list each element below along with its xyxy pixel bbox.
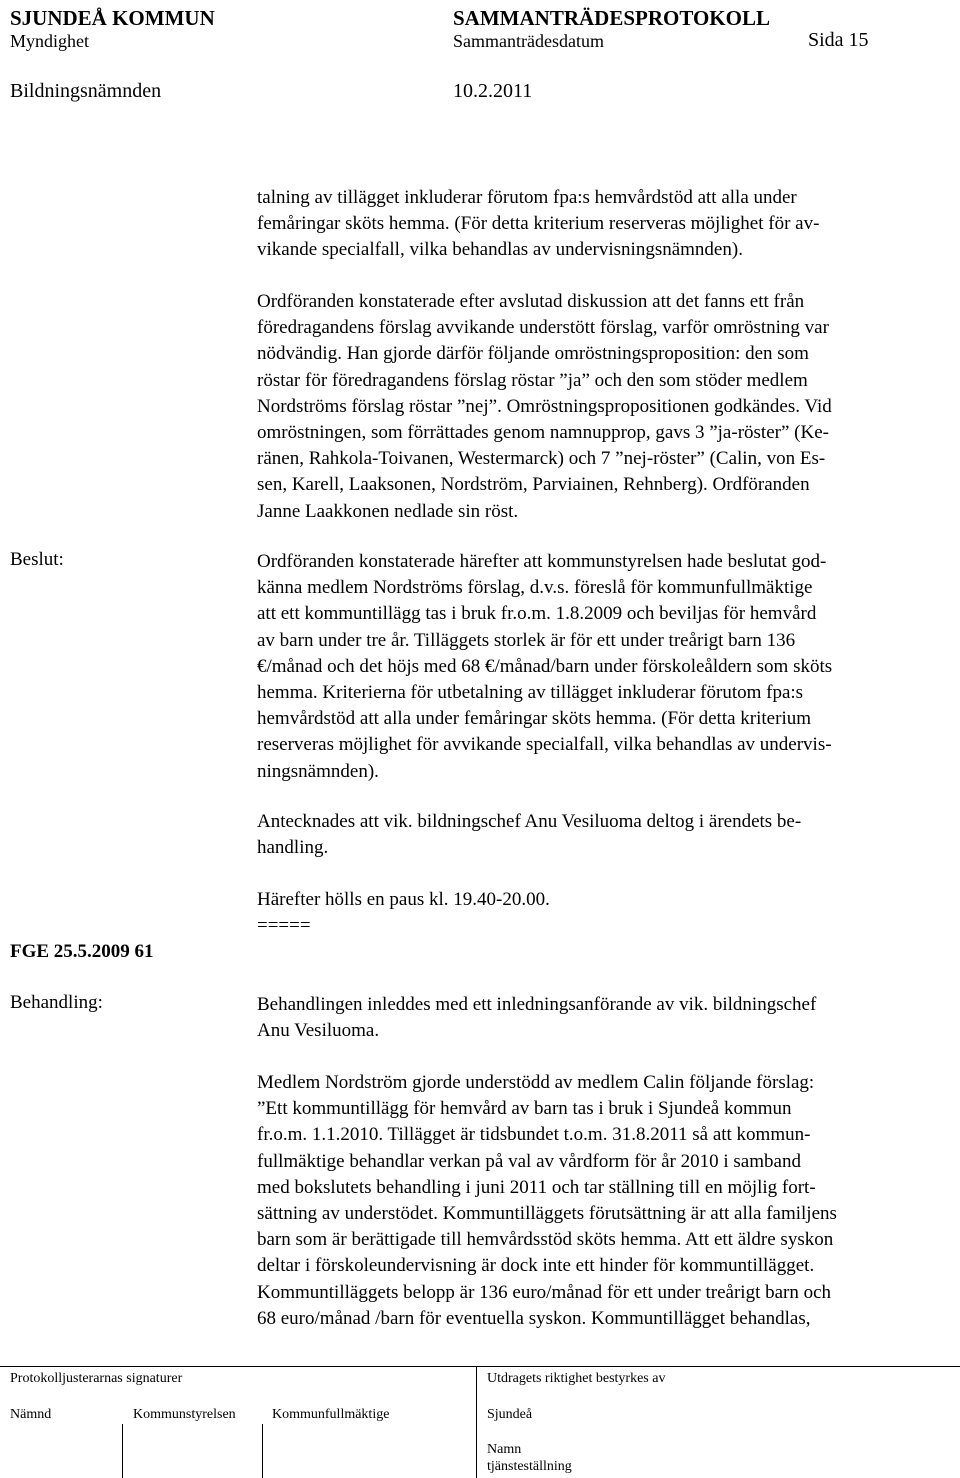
page-number: Sida 15 [808, 29, 869, 51]
intro-paragraph [257, 185, 957, 264]
text-line: omröstningen, som förrättades genom namnupprop, gavs 3 ”ja-röster” (Ke- [257, 422, 829, 444]
text-line: reserveras möjlighet för avvikande specialfall, vilka behandlas av undervis- [257, 734, 832, 756]
decision-paragraph [257, 549, 957, 785]
footer-top-rule [0, 1366, 960, 1367]
text-line: Nordströms förslag röstar ”nej”. Omröstningspropositionen godkändes. Vid [257, 395, 832, 417]
text-line: känna medlem Nordströms förslag, d.v.s. föreslå för kommunfullmäktige [257, 577, 813, 599]
text-line: ningsnämnden). [257, 760, 379, 782]
text-line: hemvårdstöd att alla under femåringar sköts hemma. (För detta kriterium [257, 708, 811, 730]
text-line: barn som är berättigade till hemvårdsstöd sköts hemma. Att ett äldre syskon [257, 1229, 834, 1251]
text-line: handling. [257, 837, 329, 859]
meeting-date-label: Sammanträdesdatum [453, 31, 604, 51]
decision-label: Beslut: [10, 549, 64, 570]
text-line: att ett kommuntillägg tas i bruk fr.o.m. 1.8.2009 och beviljas för hemvård [257, 603, 817, 625]
text-line: hemma. Kriterierna för utbetalning av tillägget inkluderar förutom fpa:s [257, 682, 804, 704]
text-line: fr.o.m. 1.1.2010. Tillägget är tidsbundet t.o.m. 31.8.2011 så att kommun- [257, 1124, 811, 1146]
pause-paragraph [257, 887, 957, 939]
text-line: femåringar sköts hemma. (För detta kriterium reserveras möjlighet för av- [257, 213, 820, 235]
text-line: €/månad och det höjs med 68 €/månad/barn under förskoleåldern som sköts [257, 655, 833, 677]
handling-paragraph [257, 992, 957, 1044]
authority-label: Myndighet [10, 31, 89, 51]
text-line: Kommuntilläggets belopp är 136 euro/månad för ett under treårigt barn och [257, 1281, 832, 1303]
meeting-date: 10.2.2011 [453, 80, 533, 102]
separator-line: ===== [257, 915, 311, 937]
text-line: Ordföranden konstaterade efter avslutad diskussion att det fanns ett från [257, 291, 805, 312]
handling-label: Behandling: [10, 992, 103, 1013]
footer-col-kommunstyrelsen: Kommunstyrelsen [133, 1407, 236, 1422]
text-line: föredragandens förslag avvikande understött förslag, varför omröstning var [257, 317, 829, 339]
text-line: Ordföranden konstaterade härefter att kommunstyrelsen hade beslutat god- [257, 551, 827, 572]
text-line: med bokslutets behandling i juni 2011 och tar ställning till en möjlig fort- [257, 1176, 816, 1198]
proposal-paragraph [257, 1070, 957, 1332]
vote-paragraph [257, 289, 957, 525]
text-line: ränen, Rahkola-Toivanen, Westermarck) och 7 ”nej-röster” (Calin, von Es- [257, 448, 826, 470]
text-line: Janne Laakkonen nedlade sin röst. [257, 500, 519, 522]
text-line: ”Ett kommuntillägg för hemvård av barn tas i bruk i Sjundeå kommun [257, 1098, 792, 1120]
text-line: Härefter hölls en paus kl. 19.40-20.00. [257, 889, 550, 910]
text-line: vikande specialfall, vilka behandlas av undervisningsnämnden). [257, 239, 743, 261]
note-paragraph [257, 809, 957, 861]
document-type: SAMMANTRÄDESPROTOKOLL [453, 6, 770, 30]
text-line: Anu Vesiluoma. [257, 1020, 380, 1042]
text-line: Behandlingen inleddes med ett inledningsanförande av vik. bildningschef [257, 994, 817, 1015]
footer-center-divider [476, 1366, 477, 1478]
text-line: av barn under tre år. Tilläggets storlek är för ett under treårigt barn 136 [257, 629, 796, 651]
text-line: deltar i förskoleundervisning är dock inte ett hinder för kommuntillägget. [257, 1255, 815, 1277]
text-line: sättning av understödet. Kommuntilläggets förutsättning är att alla familjens [257, 1203, 837, 1225]
text-line: fullmäktige behandlar verkan på val av vårdform för år 2010 i samband [257, 1150, 801, 1172]
municipality-name: SJUNDEÅ KOMMUN [10, 6, 215, 30]
text-line: 68 euro/månad /barn för eventuella syskon. Kommuntillägget behandlas, [257, 1307, 811, 1329]
footer-place: Sjundeå [487, 1407, 533, 1422]
text-line: Antecknades att vik. bildningschef Anu Vesiluoma deltog i ärendets be- [257, 811, 802, 832]
footer-certified-label: Utdragets riktighet bestyrkes av [487, 1371, 666, 1386]
text-line: talning av tillägget inkluderar förutom fpa:s hemvårdstöd att alla under [257, 187, 797, 208]
board-name: Bildningsnämnden [10, 80, 162, 102]
footer-col-kommunfullmaktige: Kommunfullmäktige [272, 1407, 390, 1422]
footer-divider-2 [262, 1424, 263, 1478]
footer-signatures-label: Protokolljusterarnas signaturer [10, 1371, 183, 1386]
text-line: sen, Karell, Laaksonen, Nordström, Parviainen, Rehnberg). Ordföranden [257, 474, 810, 496]
footer-divider-1 [122, 1424, 123, 1478]
footer-col-namnd: Nämnd [10, 1407, 52, 1422]
text-line: nödvändig. Han gjorde därför följande omröstningsproposition: den som [257, 343, 809, 365]
text-line: Medlem Nordström gjorde understödd av medlem Calin följande förslag: [257, 1072, 815, 1093]
text-line: röstar för föredragandens förslag röstar ”ja” och den som stöder medlem [257, 369, 808, 391]
footer-name-label: Namn [487, 1442, 522, 1457]
footer-title-label: tjänsteställning [487, 1459, 572, 1474]
section-reference: FGE 25.5.2009 61 [10, 941, 154, 962]
